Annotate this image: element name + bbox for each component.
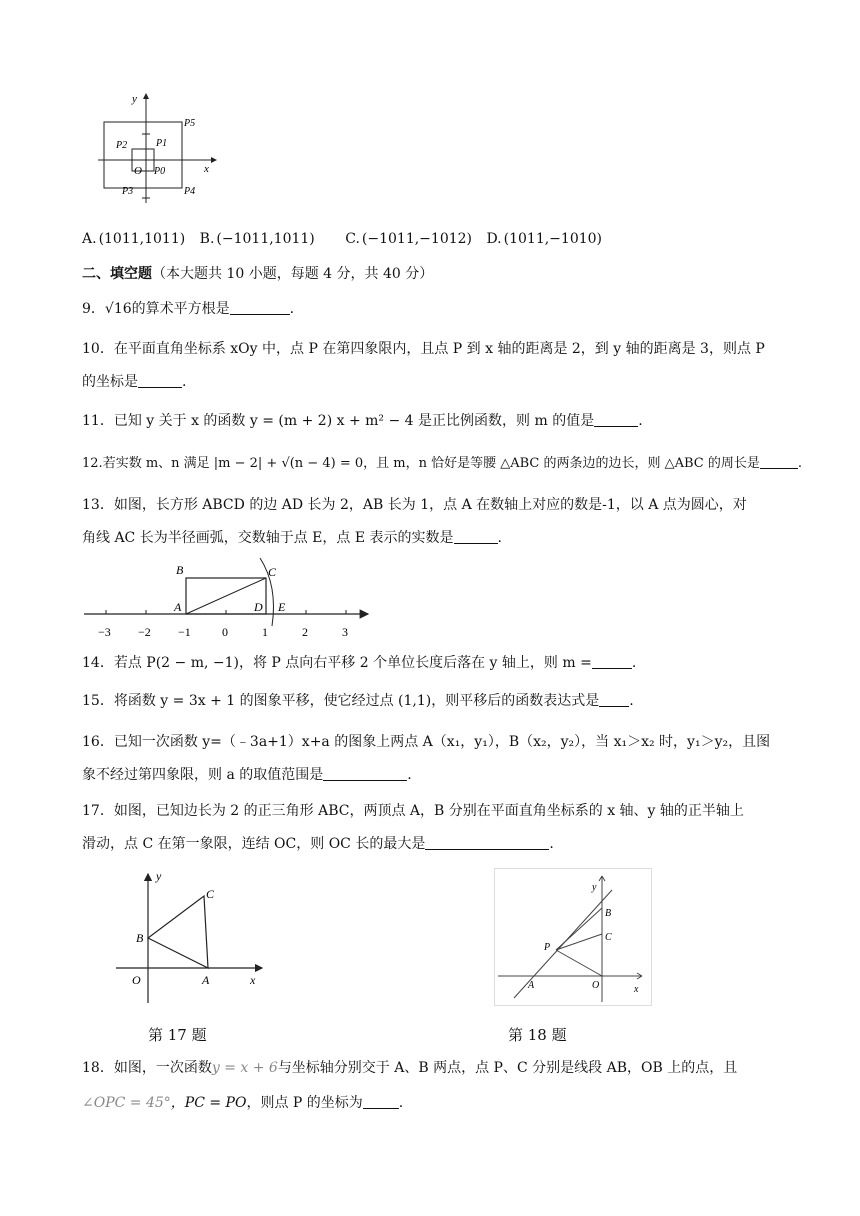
angle-condition: ∠OPC = 45° [82, 1095, 171, 1111]
question-17-line2: 滑动，点 C 在第一象限，连结 OC，则 OC 长的最大是 . [82, 836, 554, 852]
point-label-e: E [278, 600, 286, 614]
segment-pc [556, 934, 602, 950]
label-P2: P2 [116, 140, 128, 151]
spiral-squares-figure [96, 90, 226, 205]
answer-blank[interactable] [454, 530, 498, 544]
section-heading [82, 265, 433, 283]
point-label-d: D [254, 600, 263, 614]
question-17-line1: 17．如图，已知边长为 2 的正三角形 ABC，两顶点 A，B 分别在平面直角坐标系的 x 轴、y 轴的正半轴上 [82, 803, 744, 819]
question-14: 14．若点 P(2 − m, −1)，将 P 点向右平移 2 个单位长度后落在 y 轴上，则 m = . [82, 655, 637, 671]
label-P: P [544, 942, 551, 953]
label-C: C [605, 932, 612, 943]
question-11: 11．已知 y 关于 x 的函数 y = (m + 2) x + m² − 4 是正比例函数，则 m 的值是 . [82, 413, 643, 429]
label-B: B [136, 931, 144, 945]
options-row [82, 230, 612, 248]
label-B: B [605, 908, 612, 919]
numberline-figure [82, 556, 382, 640]
square-outer [104, 122, 182, 188]
tick-label: 1 [262, 625, 268, 639]
question-10-line2: 的坐标是 . [82, 374, 187, 390]
question-18-line1: 18．如图，一次函数y = x + 6与坐标轴分别交于 A、B 两点，点 P、C 分别是线段 AB，OB 上的点，且 [82, 1060, 738, 1076]
label-P4: P4 [184, 186, 196, 197]
caption-figure-18: 第 18 题 [508, 1026, 567, 1044]
tick-label: 0 [222, 625, 228, 639]
question-13-line1: 13．如图，长方形 ABCD 的边 AD 长为 2，AB 长为 1，点 A 在数轴上对应的数是-1，以 A 点为圆心，对 [82, 497, 747, 513]
section-title: 二、填空题 [82, 266, 152, 282]
section-note: （本大题共 10 小题，每题 4 分，共 40 分） [152, 266, 434, 282]
label-C: C [206, 887, 215, 901]
question-18-line2: ∠OPC = 45°，PC = PO，则点 P 的坐标为 . [82, 1095, 404, 1111]
label-x: x [634, 984, 639, 995]
figure-18 [494, 868, 652, 1006]
segment-pb [556, 908, 602, 950]
label-O: O [132, 973, 141, 987]
label-x: x [204, 163, 209, 175]
label-x: x [250, 973, 256, 987]
caption-figure-17: 第 17 题 [148, 1026, 207, 1044]
tick-label: −2 [138, 625, 151, 639]
tick-label: −1 [178, 625, 191, 639]
label-P0: P0 [154, 166, 166, 177]
figure-17 [110, 868, 270, 1008]
point-label-b: B [176, 563, 184, 577]
answer-blank[interactable] [760, 455, 798, 469]
answer-blank[interactable] [592, 655, 632, 669]
answer-blank[interactable] [363, 1095, 399, 1109]
point-label-a: A [174, 600, 182, 614]
tick-label: −3 [98, 625, 111, 639]
question-13-line2: 角线 AC 长为半径画弧，交数轴于点 E，点 E 表示的实数是 . [82, 530, 502, 546]
label-P1: P1 [156, 138, 168, 149]
label-A: A [202, 973, 210, 987]
answer-blank[interactable] [594, 413, 638, 427]
tick-label: 3 [342, 625, 348, 639]
question-9: 9．√16的算术平方根是 . [82, 301, 295, 317]
label-P3: P3 [122, 186, 134, 197]
question-15: 15．将函数 y = 3x + 1 的图象平移，使它经过点 (1,1)，则平移后的函数表达式是 . [82, 693, 634, 709]
label-O: O [592, 980, 600, 991]
option-b: B. (−1011,1011) [199, 231, 315, 247]
point-label-c: C [268, 565, 277, 579]
label-P5: P5 [184, 118, 196, 129]
option-d: D. (1011,−1010) [486, 231, 603, 247]
question-12: 12.若实数 m、n 满足 |m − 2| + √(n − 4) = 0，且 m，n 恰好是等腰 △ABC 的两条边的边长，则 △ABC 的周长是 . [82, 456, 803, 471]
answer-blank[interactable] [599, 693, 629, 707]
triangle-abc [148, 896, 208, 968]
label-A: A [528, 980, 535, 991]
answer-blank[interactable] [230, 301, 290, 315]
label-y: y [592, 882, 597, 893]
figure-frame [495, 869, 652, 1006]
question-16-line1: 16．已知一次函数 y=（﹣3a+1）x+a 的图象上两点 A（x₁，y₁），B（x₂，y₂），当 x₁＞x₂ 时，y₁＞y₂，且图 [82, 734, 771, 750]
answer-blank[interactable] [323, 767, 407, 781]
answer-blank[interactable] [425, 836, 549, 850]
label-y: y [132, 93, 137, 105]
function-expression: y = x + 6 [211, 1060, 278, 1076]
answer-blank[interactable] [138, 374, 182, 388]
question-16-line2: 象不经过第四象限，则 a 的取值范围是 . [82, 767, 412, 783]
option-a: A. (1011,1011) [82, 231, 186, 247]
tick-label: 2 [302, 625, 308, 639]
question-10-line1: 10．在平面直角坐标系 xOy 中，点 P 在第四象限内，且点 P 到 x 轴的距离是 2，到 y 轴的距离是 3，则点 P [82, 341, 765, 357]
option-c: C. (−1011,−1012) [345, 231, 472, 247]
label-y: y [156, 869, 162, 883]
segment-po [556, 950, 602, 976]
label-O: O [134, 165, 142, 177]
